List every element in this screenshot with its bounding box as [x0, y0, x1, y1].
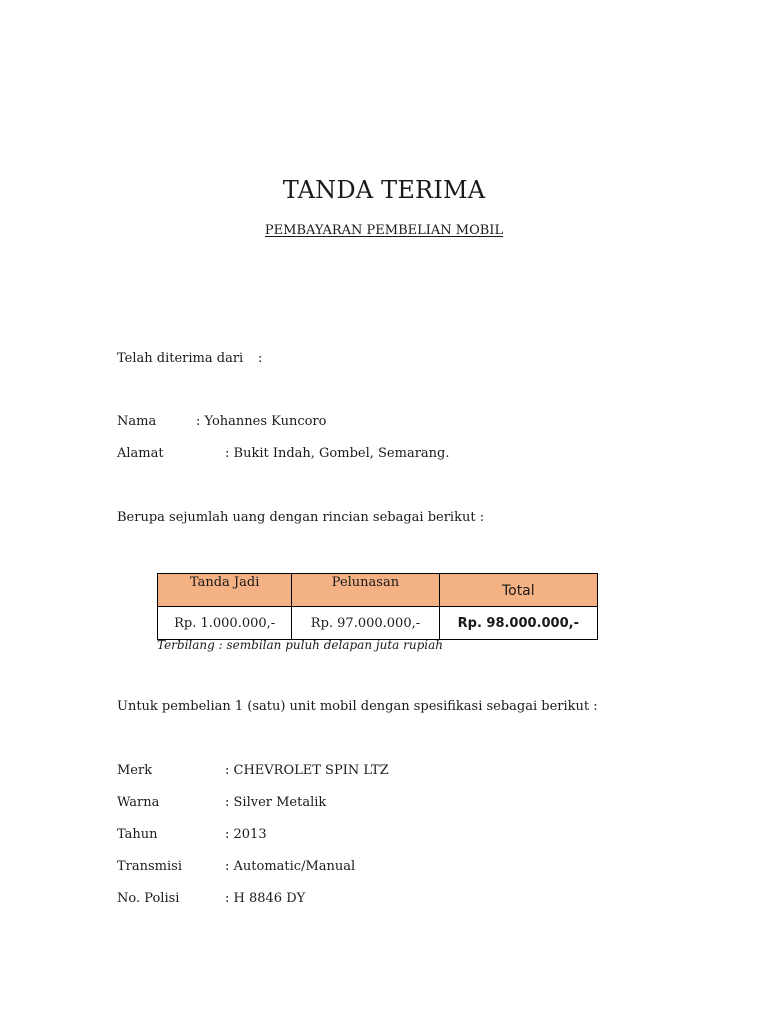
header-total: Total: [439, 574, 597, 607]
spec-value-tahun: : 2013: [225, 827, 267, 842]
address-value: : Bukit Indah, Gombel, Semarang.: [225, 446, 450, 461]
value-pelunasan: Rp. 97.000.000,-: [292, 607, 439, 640]
purpose-text: Untuk pembelian 1 (satu) unit mobil dengan spesifikasi sebagai berikut :: [117, 699, 598, 714]
amount-in-words: Terbilang : sembilan puluh delapan juta rupiah: [157, 638, 443, 652]
spec-value-merk: : CHEVROLET SPIN LTZ: [225, 763, 389, 778]
spec-label-transmisi: Transmisi: [117, 859, 182, 874]
spec-value-warna: : Silver Metalik: [225, 795, 327, 810]
spec-label-merk: Merk: [117, 763, 153, 778]
payment-table: [157, 573, 598, 640]
spec-label-tahun: Tahun: [117, 827, 158, 842]
value-tanda-jadi: Rp. 1.000.000,-: [158, 607, 292, 640]
header-pelunasan: Pelunasan: [292, 574, 439, 607]
payment-table-row: [158, 607, 598, 640]
received-from-colon: :: [258, 351, 263, 366]
spec-label-warna: Warna: [117, 795, 160, 810]
header-tanda-jadi: Tanda Jadi: [158, 574, 292, 607]
document-subtitle: PEMBAYARAN PEMBELIAN MOBIL: [264, 223, 504, 238]
spec-value-transmisi: : Automatic/Manual: [225, 859, 356, 874]
document-title: TANDA TERIMA: [282, 176, 486, 204]
address-label: Alamat: [117, 446, 164, 461]
payment-table-header-row: [158, 574, 598, 607]
name-value: : Yohannes Kuncoro: [196, 414, 327, 429]
name-label: Nama: [117, 414, 157, 429]
spec-value-no-polisi: : H 8846 DY: [225, 891, 306, 906]
received-from-label: Telah diterima dari: [117, 351, 244, 366]
value-total: Rp. 98.000.000,-: [439, 607, 597, 640]
payment-intro: Berupa sejumlah uang dengan rincian sebagai berikut :: [117, 510, 485, 525]
spec-label-no-polisi: No. Polisi: [117, 891, 180, 906]
